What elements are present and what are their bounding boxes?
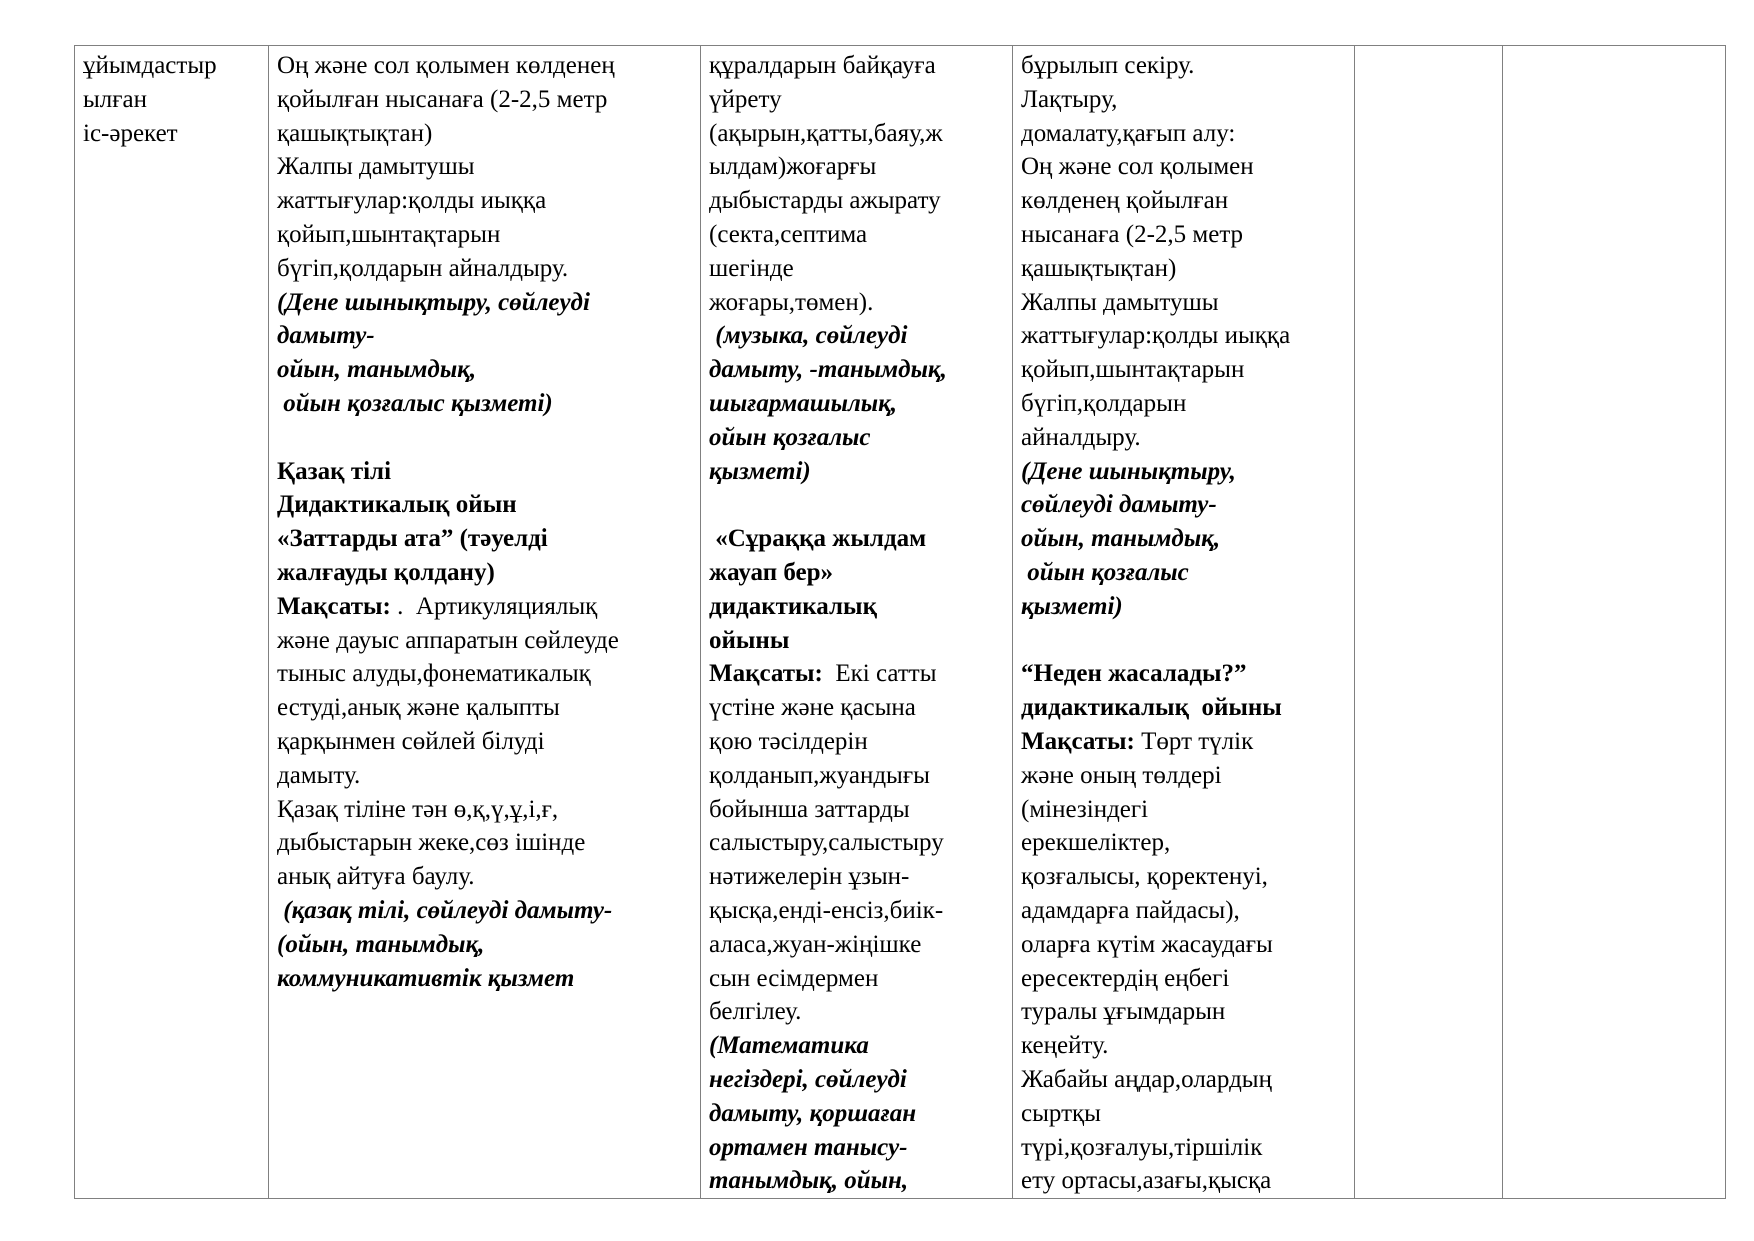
text-line: жаттығулар:қолды иыққа: [277, 187, 547, 215]
text-line: дыбыстарды ажырату: [709, 187, 941, 215]
wednesday-cell: [1013, 46, 1355, 1199]
text-line: және дауыс аппаратын сөйлеуде: [277, 626, 619, 654]
text-line: туралы ұғымдарын: [1021, 998, 1226, 1026]
text-line: «Сұраққа жылдам: [709, 525, 927, 553]
goal-label: Мақсаты:: [277, 592, 391, 620]
text-line: сөйлеуді дамыту-: [1021, 491, 1217, 519]
text-line: (қазақ тілі, сөйлеуді дамыту-: [277, 896, 613, 924]
text-line: Қазақ тіліне тән ө,қ,ү,ұ,і,ғ,: [277, 795, 559, 823]
text-line: (Дене шынықтыру, сөйлеуді: [277, 288, 590, 316]
text-line: дидактикалық ойыны: [1021, 694, 1282, 722]
text-line: (ойын, танымдық,: [277, 930, 485, 958]
text-line: қарқынмен сөйлей білуді: [277, 727, 545, 755]
text-line: аласа,жуан-жіңішке: [709, 930, 922, 958]
text-line: бойынша заттарды: [709, 795, 910, 823]
friday-cell: [1503, 46, 1726, 1199]
text-line: және оның төлдері: [1021, 761, 1222, 789]
text-line: жалғауды қолдану): [277, 558, 495, 586]
row-header-line: ылған: [83, 85, 148, 113]
text-line: ерекшеліктер,: [1021, 829, 1171, 857]
text-line: қозғалысы, қоректенуі,: [1021, 863, 1268, 891]
text-line: ойын қозғалыс: [709, 423, 871, 451]
text-line: жауап бер»: [709, 558, 834, 586]
text-line: анық айтуға баулу.: [277, 863, 475, 891]
text-line: құралдарын байқауға: [709, 52, 936, 79]
text-line: [277, 590, 692, 624]
text-line: домалату,қағып алу:: [1021, 119, 1236, 147]
thursday-cell: [1355, 46, 1503, 1199]
text-line: жаттығулар:қолды иыққа: [1021, 322, 1291, 350]
text-line: ойын қозғалыс: [1021, 558, 1189, 586]
text-line: түрі,қозғалуы,тіршілік: [1021, 1133, 1263, 1161]
text-line: [709, 657, 1004, 691]
text-line: шегінде: [709, 254, 794, 282]
text-line: үстіне және қасына: [709, 694, 916, 722]
text-line: қойып,шынтақтарын: [1021, 356, 1245, 384]
text-line: (секта,септима: [709, 220, 868, 248]
text-line: (музыка, сөйлеуді: [709, 322, 908, 350]
plan-table: [74, 45, 1726, 1199]
text-line: Лақтыру,: [1021, 85, 1118, 113]
text-line: шығармашылық,: [709, 389, 898, 417]
goal-text: . Артикуляциялық: [390, 592, 598, 620]
text-line: көлденең қойылған: [1021, 187, 1229, 215]
text-line: Қазақ тілі: [277, 457, 392, 485]
text-line: қызметі): [709, 457, 811, 485]
row-header-line: іс-әрекет: [83, 119, 178, 147]
text-line: үйрету: [709, 85, 782, 113]
text-line: ылдам)жоғарғы: [709, 153, 877, 181]
text-line: Дидактикалық ойын: [277, 491, 517, 519]
goal-text: Екі сатты: [822, 660, 937, 688]
text-line: қызметі): [1021, 592, 1123, 620]
text-line: қойылған нысанаға (2-2,5 метр: [277, 85, 608, 113]
text-line: негіздері, сөйлеуді: [709, 1065, 907, 1093]
text-line: ойын, танымдық,: [1021, 525, 1221, 553]
text-line: танымдық, ойын,: [709, 1167, 909, 1195]
goal-text: Төрт түлік: [1134, 727, 1254, 755]
text-line: (мінезіндегі: [1021, 795, 1149, 823]
text-line: қашықтықтан): [277, 119, 433, 147]
text-line: (Дене шынықтыру,: [1021, 457, 1236, 485]
text-line: нысанаға (2-2,5 метр: [1021, 220, 1244, 248]
goal-label: Мақсаты:: [709, 660, 823, 688]
text-line: дамыту, қоршаған: [709, 1099, 917, 1127]
text-line: белгілеу.: [709, 998, 802, 1026]
text-line: кеңейту.: [1021, 1032, 1109, 1060]
text-line: (Математика: [709, 1032, 869, 1060]
text-line: тыныс алуды,фонематикалық: [277, 660, 591, 688]
text-line: жоғары,төмен).: [709, 288, 874, 316]
row-header-cell: [75, 46, 269, 1199]
text-line: Оң және сол қолымен: [1021, 153, 1254, 181]
text-line: “Неден жасалады?”: [1021, 660, 1247, 688]
monday-cell: [269, 46, 701, 1199]
text-line: қолданып,жуандығы: [709, 761, 930, 789]
text-line: естуді,анық және қалыпты: [277, 694, 560, 722]
text-line: қою тәсілдерін: [709, 727, 868, 755]
text-line: бүгіп,қолдарын айналдыру.: [277, 254, 569, 282]
text-line: айналдыру.: [1021, 423, 1141, 451]
text-line: қашықтықтан): [1021, 254, 1177, 282]
text-line: адамдарға пайдасы),: [1021, 896, 1240, 924]
table-row: [75, 46, 1726, 1199]
text-line: ойыны: [709, 626, 790, 654]
blank-line: [1021, 624, 1346, 658]
text-line: ортамен танысу-: [709, 1133, 908, 1161]
text-line: оларға күтім жасаудағы: [1021, 930, 1273, 958]
text-line: Жалпы дамытушы: [1021, 288, 1219, 316]
text-line: қойып,шынтақтарын: [277, 220, 501, 248]
text-line: Жалпы дамытушы: [277, 153, 475, 181]
text-line: бүгіп,қолдарын: [1021, 389, 1187, 417]
text-line: бұрылып секіру.: [1021, 52, 1195, 79]
text-line: Оң және сол қолымен көлденең: [277, 52, 615, 79]
text-line: дамыту.: [277, 761, 361, 789]
text-line: дамыту-: [277, 322, 375, 350]
text-line: дыбыстарын жеке,сөз ішінде: [277, 829, 586, 857]
tuesday-cell: [701, 46, 1013, 1199]
text-line: ету ортасы,азағы,қысқа: [1021, 1167, 1272, 1195]
text-line: (ақырын,қатты,баяу,ж: [709, 119, 943, 147]
text-line: [1021, 725, 1346, 759]
text-line: ересектердің еңбегі: [1021, 964, 1230, 992]
text-line: «Заттарды ата” (тәуелді: [277, 525, 548, 553]
blank-line: [709, 488, 1004, 522]
text-line: салыстыру,салыстыру: [709, 829, 944, 857]
text-line: нәтижелерін ұзын-: [709, 863, 910, 891]
row-header-line: ұйымдастыр: [83, 52, 217, 79]
text-line: сыртқы: [1021, 1099, 1101, 1127]
text-line: ойын қозғалыс қызметі): [277, 389, 553, 417]
text-line: сын есімдермен: [709, 964, 879, 992]
text-line: ойын, танымдық,: [277, 356, 477, 384]
text-line: дидактикалық: [709, 592, 877, 620]
blank-line: [277, 421, 692, 455]
text-line: дамыту, -танымдық,: [709, 356, 947, 384]
text-line: қысқа,енді-енсіз,биік-: [709, 896, 944, 924]
text-line: Жабайы аңдар,олардың: [1021, 1065, 1272, 1093]
goal-label: Мақсаты:: [1021, 727, 1135, 755]
text-line: коммуникативтік қызмет: [277, 964, 575, 992]
